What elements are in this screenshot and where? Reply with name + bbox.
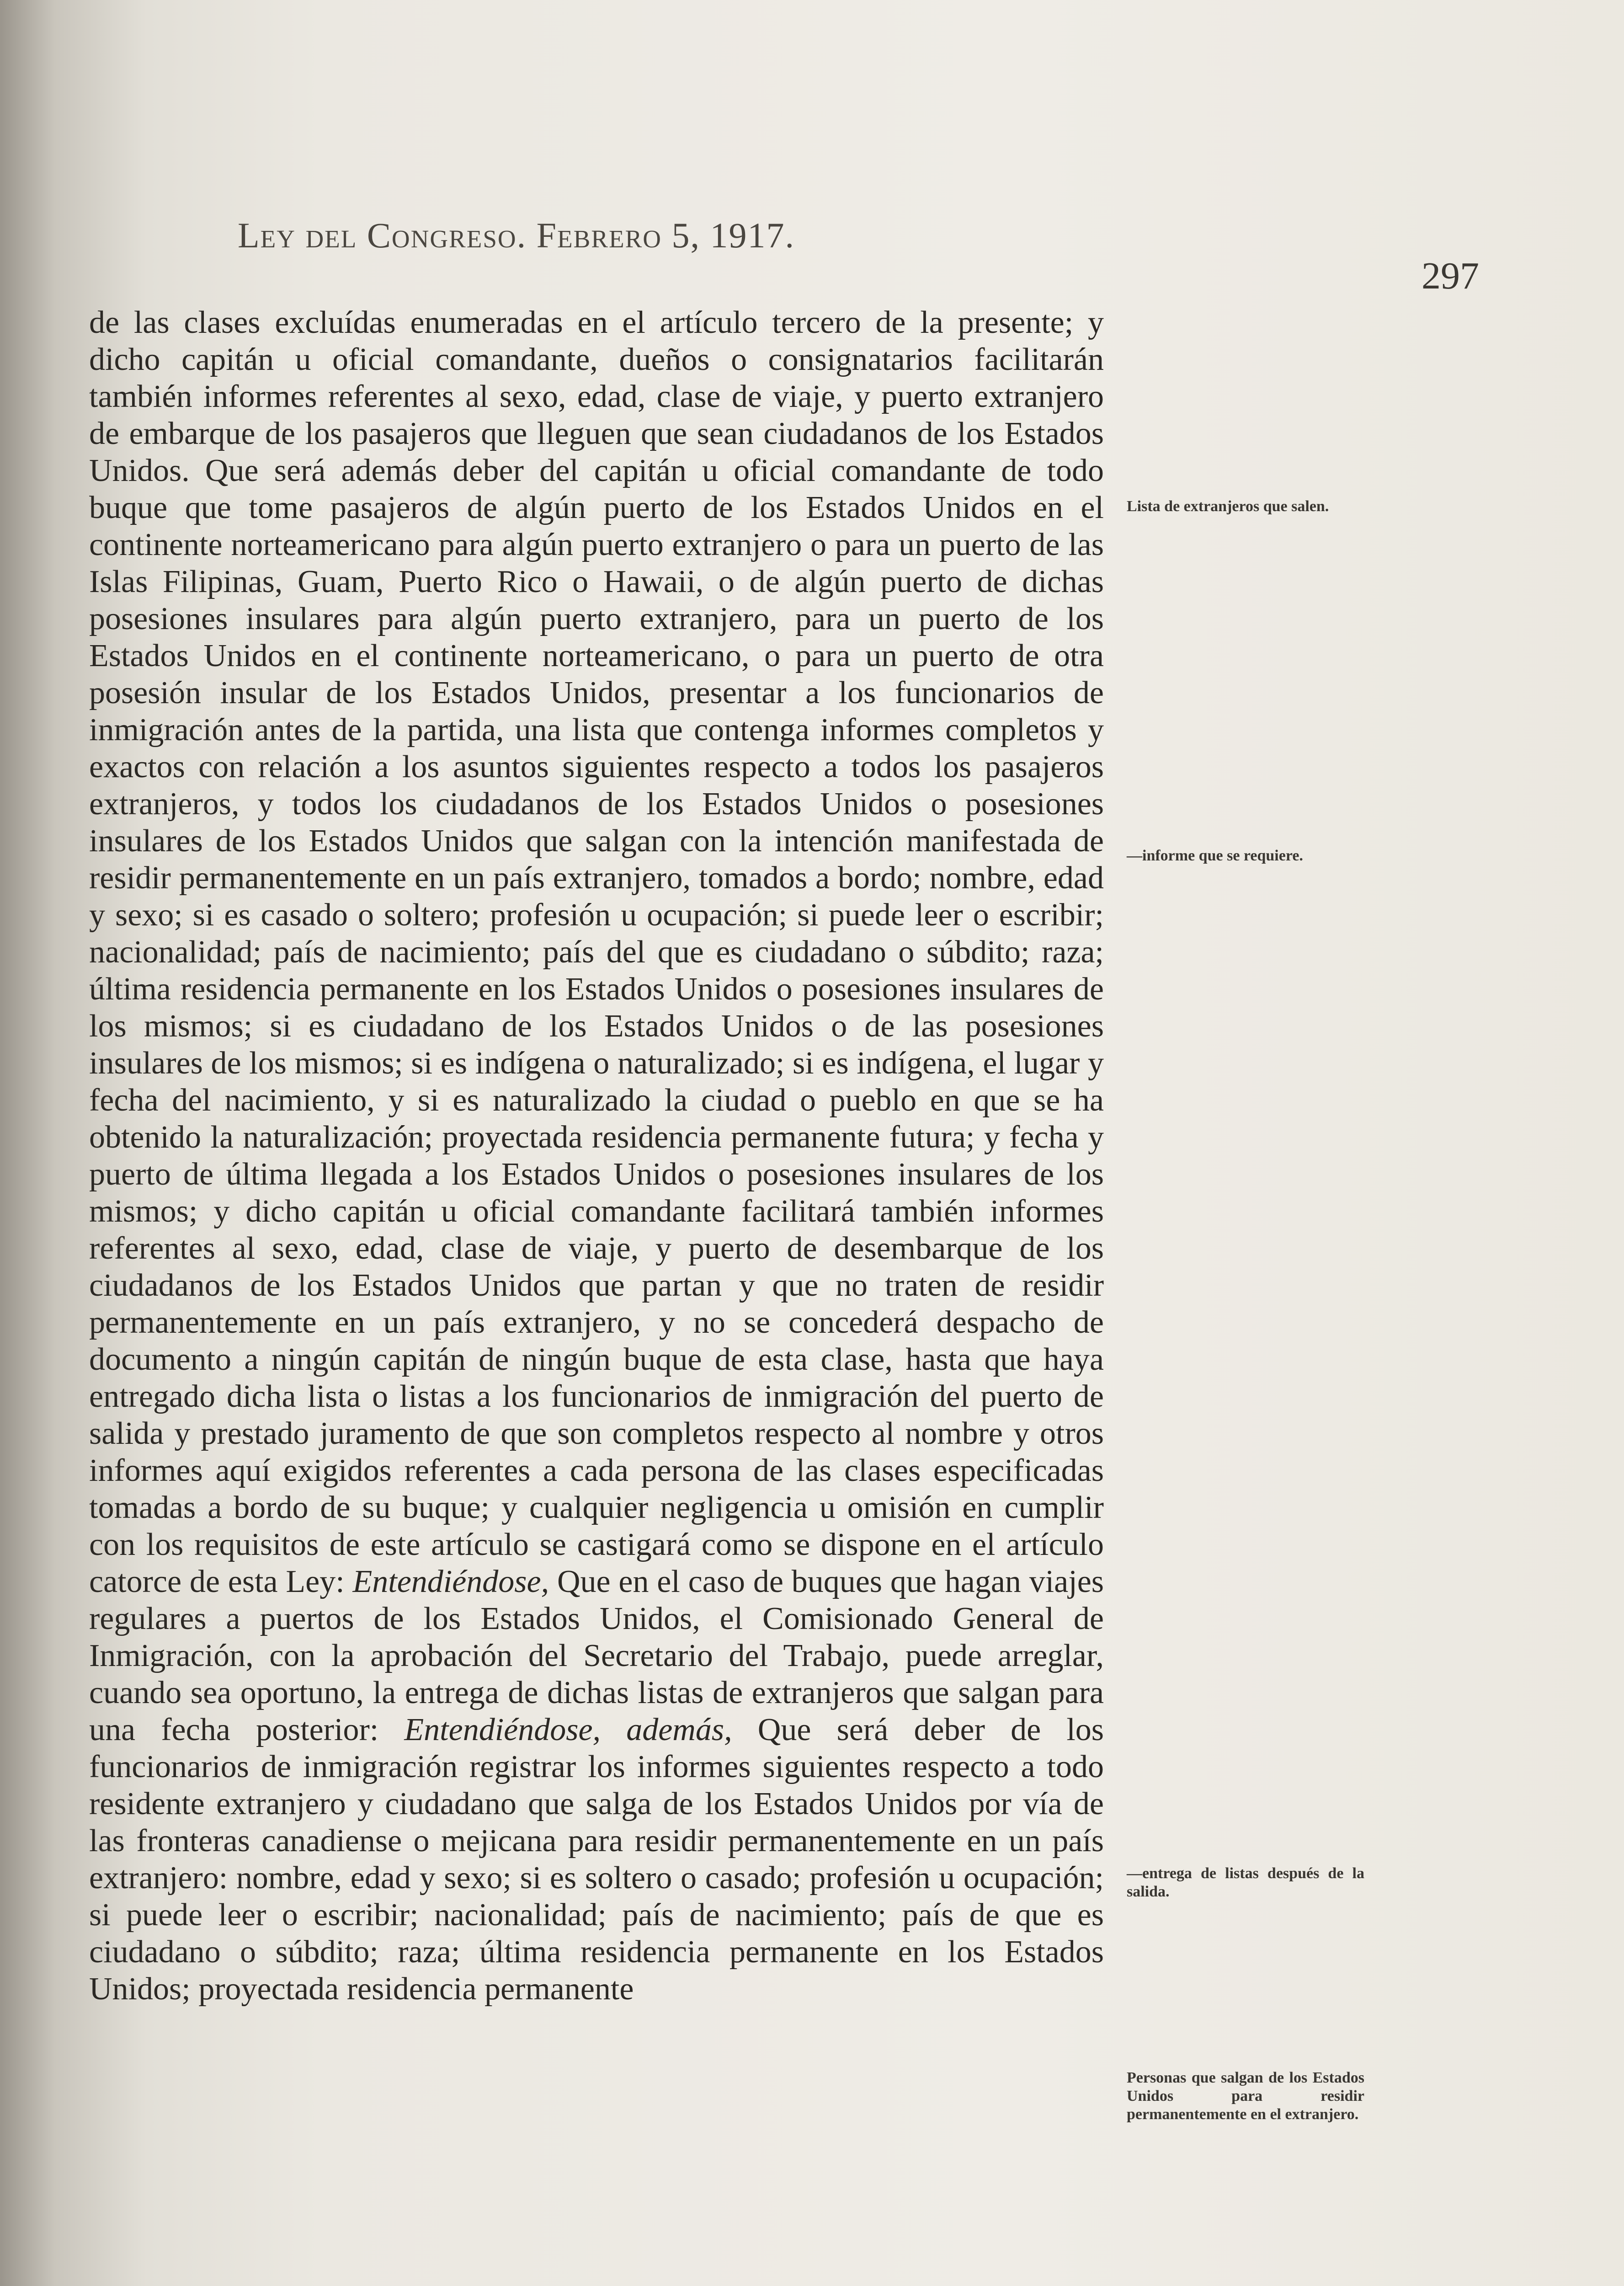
page-number: 297	[1422, 255, 1479, 297]
running-header: Ley del Congreso. Febrero 5, 1917.	[238, 215, 795, 255]
body-text-part-2: Que en el caso de buques que hagan viajes regulares a puertos de los Estados Unidos, el Comisionado General de Inmigración, con la aprobación del Secretario del Trabajo, puede arreglar, cuando sea oportuno, la entrega de dichas listas de extranjeros que salgan para una fecha posterior:	[89, 1564, 1104, 1747]
body-text-part-1: de las clases excluídas enumeradas en el artículo tercero de la presente; y dicho capitán u oficial comandante, dueños o consignatarios facilitarán también informes referentes al sexo, edad, clase de viaje, y puerto extranjero de embarque de los pasajeros que lleguen que sean ciudadanos de los Estados Unidos. Que será además deber del capitán u oficial comandante de todo buque que tome pasajeros de algún puerto de los Estados Unidos en el continente norteamericano para algún puerto extranjero o para un puerto de las Islas Filipinas, Guam, Puerto Rico o Hawaii, o de algún puerto de dichas posesiones insulares para algún puerto extranjero, para un puerto de los Estados Unidos en el continente norteamericano, o para un puerto de otra posesión insular de los Estados Unidos, presentar a los funcionarios de inmigración antes de la partida, una lista que contenga informes completos y exactos con relación a los asuntos siguientes respecto a todos los pasajeros extranjeros, y todos los ciudadanos de los Estados Unidos o posesiones insulares de los Estados Unidos que salgan con la intención manifestada de residir permanentemente en un país extranjero, tomados a bordo; nombre, edad y sexo; si es casado o soltero; profesión u ocupación; si puede leer o escribir; nacionalidad; país de nacimiento; país del que es ciudadano o súbdito; raza; última residencia permanente en los Estados Unidos o posesiones insulares de los mismos; si es ciudadano de los Estados Unidos o de las posesiones insulares de los mismos; si es indígena o naturalizado; si es indígena, el lugar y fecha del nacimiento, y si es naturalizado la ciudad o pueblo en que se ha obtenido la naturalización; proyectada residencia permanente futura; y fecha y puerto de última llegada a los Estados Unidos o posesiones insulares de los mismos; y dicho capitán u oficial comandante facilitará también informes referentes al sexo, edad, clase de viaje, y puerto de desembarque de los ciudadanos de los Estados Unidos que partan y que no traten de residir permanentemente en un país extranjero, y no se concederá despacho de documento a ningún capitán de ningún buque de esta clase, hasta que haya entregado dicha lista o listas a los funcionarios de inmigración del puerto de salida y prestado juramento de que son completos respecto al nombre y otros informes aquí exigidos referentes a cada persona de las clases especificadas tomadas a bordo de su buque; y cualquier negligencia u omisión en cumplir con los requisitos de este artículo se castigará como se dispone en el artículo catorce de esta Ley:	[89, 305, 1104, 1599]
main-text-column	[89, 304, 1104, 2008]
margin-note-entrega-listas: —entrega de listas después de la salida.	[1127, 1865, 1364, 1900]
proviso-italic-1: Entendiéndose,	[352, 1564, 549, 1599]
margin-note-personas-que-salgan: Personas que salgan de los Estados Unidos para residir permanentemente en el extranjero.	[1127, 2069, 1364, 2123]
margin-note-lista-extranjeros: Lista de extranjeros que salen.	[1127, 498, 1329, 515]
body-paragraph	[89, 304, 1104, 2008]
proviso-italic-2: Entendiéndose, además,	[404, 1712, 732, 1747]
body-text-part-3: Que será deber de los funcionarios de inmigración registrar los informes siguientes respecto a todo residente extranjero y ciudadano que salga de los Estados Unidos por vía de las fronteras canadiense o mejicana para residir permanentemente en un país extranjero: nombre, edad y sexo; si es soltero o casado; profesión u ocupación; si puede leer o escribir; nacionalidad; país de nacimiento; país de que es ciudadano o súbdito; raza; última residencia permanente en los Estados Unidos; proyectada residencia permanente	[89, 1712, 1104, 2007]
margin-note-informe-requerido: —informe que se requiere.	[1127, 847, 1303, 864]
